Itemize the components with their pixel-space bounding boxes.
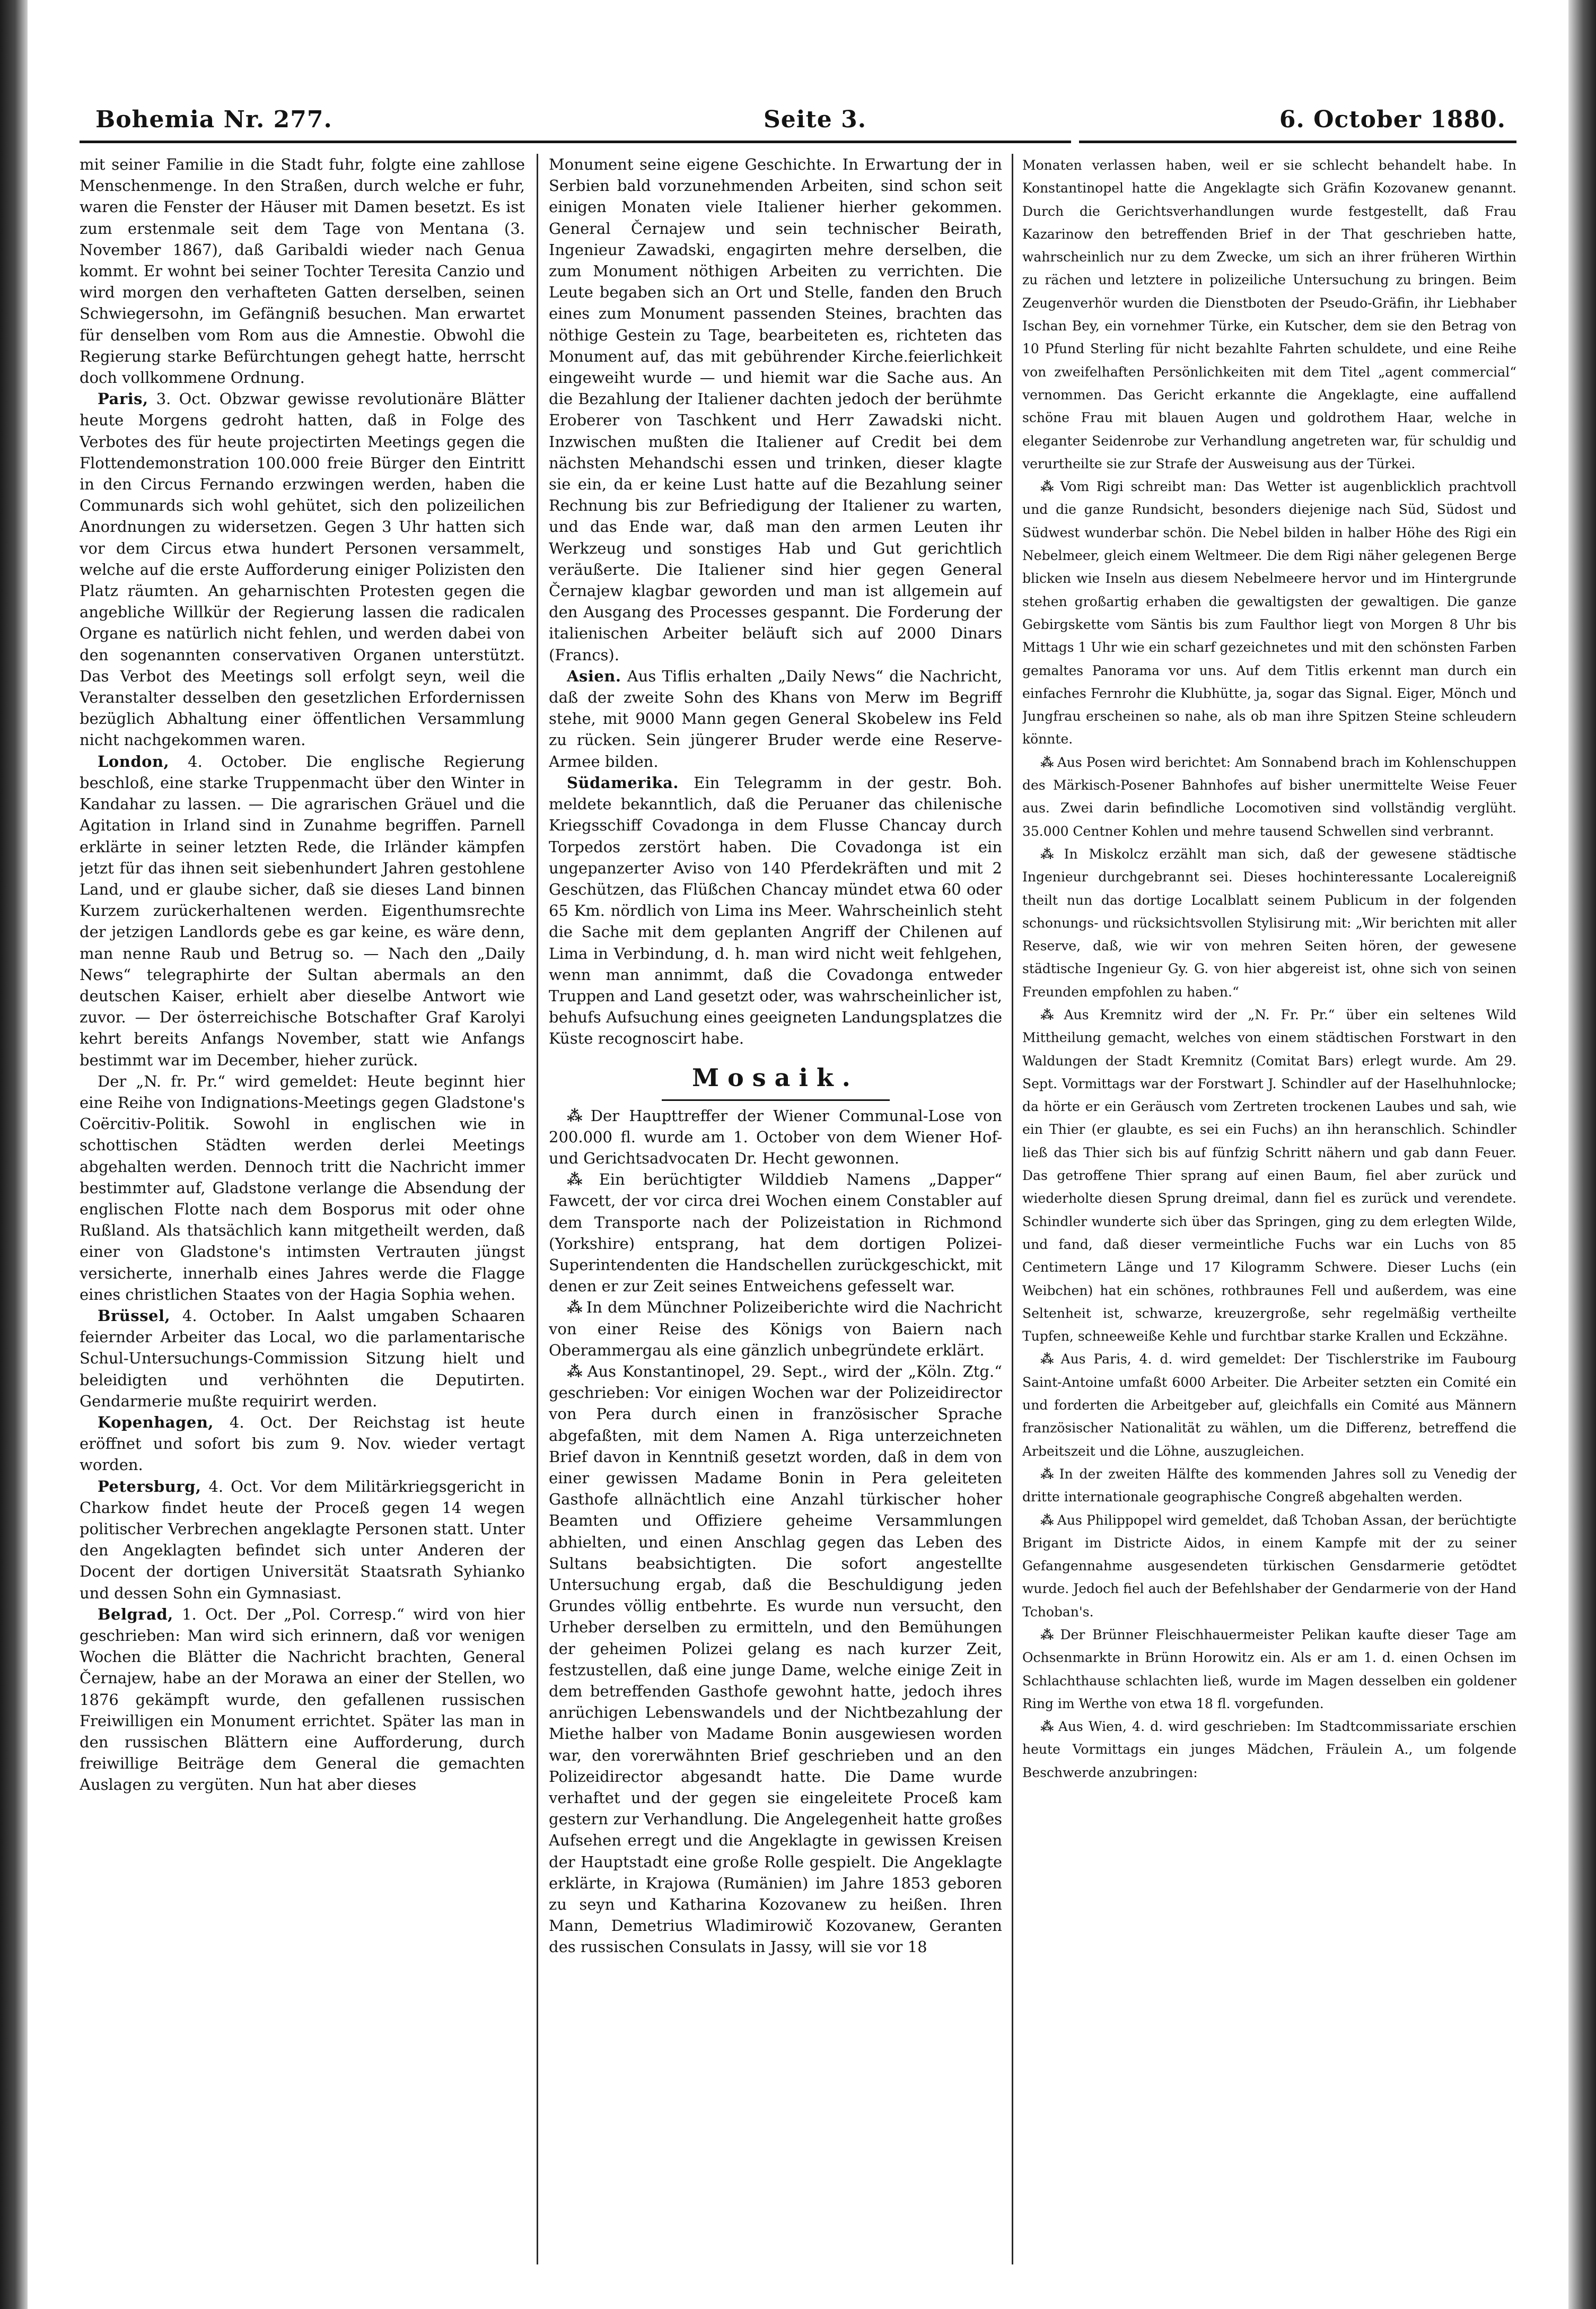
asterism-icon: ⁂	[1040, 479, 1057, 495]
scan-edge-right	[1568, 0, 1596, 2309]
article-dateline: London,	[98, 752, 170, 771]
col1-article	[80, 1476, 525, 1604]
note-body: Ein berüchtigter Wilddieb Namens „Dapper“ Fawcett, der vor circa drei Wochen einem Constabler auf dem Transporte nach der Polizeistation in Richmond (Yorkshire) entsprang, hat dem dortigen Polizei-Superintendenten die Handschellen zurückgeschickt, mit denen er zur Zeit seines Entweichens gefesselt war.	[549, 1170, 1002, 1296]
column-2-news	[549, 154, 1002, 1049]
note-body: Aus Wien, 4. d. wird geschrieben: Im Stadtcommissariate erschien heute Vormittags ein junges Mädchen, Fräulein A., um folgende Beschwerde anzubringen:	[1022, 1719, 1516, 1780]
column-divider-2	[1012, 154, 1013, 2264]
column-2	[549, 154, 1002, 2280]
article-body: Der „N. fr. Pr.“ wird gemeldet: Heute beginnt hier eine Reihe von Indignations-Meetings gegen Gladstone's Coërcitiv-Politik. Sowohl in englischen wie in schottischen Städten werden derlei Meetings abgehalten werden. Dennoch tritt die Nachricht immer bestimmter auf, Gladstone verlange die Absendung der englischen Flotte nach dem Bosporus mit oder ohne Rußland. Als thatsächlich kann mitgetheilt werden, daß einer von Gladstone's intimsten Vertrauten jüngst versicherte, innerhalb eines Jahres werde die Flagge eines christlichen Staates von der Hagia Sophia wehen.	[80, 1072, 525, 1304]
note-body: Der Brünner Fleischhauermeister Pelikan kaufte dieser Tage am Ochsenmarkte in Brünn Horowitz ein. Als er am 1. d. einen Ochsen im Schlachthause schlachten ließ, wurde im Magen desselben ein goldener Ring im Werthe von etwa 18 fl. vorgefunden.	[1022, 1627, 1516, 1711]
mosaik-note	[549, 1105, 1002, 1169]
article-dateline: Belgrad,	[98, 1605, 173, 1623]
article-body: Aus Tiflis erhalten „Daily News“ die Nachricht, daß der zweite Sohn des Khans von Merw im Begriff stehe, mit 9000 Mann gegen General Skobelew ins Feld zu rücken. Sein jüngerer Bruder werde eine Reserve-Armee bilden.	[549, 667, 1002, 771]
mosaik-note	[1022, 1623, 1516, 1715]
masthead-date: 6. October 1880.	[1279, 106, 1506, 133]
mosaik-heading-rule	[662, 1099, 890, 1101]
mosaik-note	[1022, 1463, 1516, 1509]
asterism-icon: ⁂	[567, 1362, 584, 1380]
col1-article	[80, 1604, 525, 1796]
header-rule-center	[626, 141, 1071, 143]
article-dateline: Südamerika.	[567, 773, 679, 792]
masthead-page-number: Seite 3.	[764, 106, 867, 133]
article-dateline: Kopenhagen,	[98, 1413, 214, 1431]
note-body: Aus Konstantinopel, 29. Sept., wird der „Köln. Ztg.“ geschrieben: Vor einigen Wochen war der Polizeidirector von Pera durch einen in französischer Sprache abgefaßten, mit dem Namen A. Riga unterzeichneten Brief davon in Kenntniß gesetzt worden, daß in dem von einer gewissen Madame Bonin in Pera geleiteten Gasthofe allnächtlich eine Anzahl türkischer hoher Beamten und Offiziere geheime Versammlungen abhielten, und einen Anschlag gegen das Leben des Sultans beabsichtigten. Die sofort angestellte Untersuchung ergab, daß die Beschuldigung jeden Grundes völlig entbehrte. Es wurde nun versucht, den Urheber derselben zu ermitteln, und den Bemühungen der geheimen Polizei gelang es nach kurzer Zeit, festzustellen, daß eine junge Dame, welche einige Zeit in dem betreffenden Gasthofe gewohnt hatte, jedoch ihres anrüchigen Lebenswandels und der Nichtbezahlung der Miethe halber von Madame Bonin ausgewiesen worden war, den vorerwähnten Brief geschrieben und an den Polizeidirector abgesandt hatte. Die Dame wurde verhaftet und der gegen sie eingeleitete Proceß kam gestern zur Verhandlung. Die Angelegenheit hatte großes Aufsehen erregt und die Angeklagte in gewissen Kreisen der Hauptstadt eine große Rolle gespielt. Die Angeklagte erklärte, in Krajowa (Rumänien) im Jahre 1853 geboren zu seyn und Katharina Kozovanew zu heißen. Ihren Mann, Demetrius Wladimirowič Kozovanew, Geranten des russischen Consulats in Jassy, will sie vor 18	[549, 1362, 1002, 1956]
scan-edge-left	[0, 0, 28, 2309]
col2-article	[549, 772, 1002, 1049]
mosaik-note	[1022, 1003, 1516, 1348]
article-body: 4. October. Die englische Regierung beschloß, eine starke Truppenmacht über den Winter in Kandahar zu lassen. — Die agrarischen Gräuel und die Agitation in Irland sind in Zunahme begriffen. Parnell erklärte in seiner letzten Rede, die Irländer kämpfen jetzt für das ihnen seit siebenhundert Jahren gestohlene Land, und er glaube sicher, daß sie dieses Land binnen Kurzem zurückerhaltenen werden. Eigenthumsrechte der jetzigen Landlords gebe es gar keine, es wäre denn, man nenne Raub und Betrug so. — Nach den „Daily News“ telegraphirte der Sultan abermals an den deutschen Kaiser, erhielt aber dieselbe Antwort wie zuvor. — Der österreichische Botschafter Graf Karolyi kehrt bereits Anfangs November, statt wie Anfangs bestimmt war im December, hieher zurück.	[80, 752, 525, 1069]
col2-article	[549, 666, 1002, 772]
mosaik-note	[1022, 1715, 1516, 1784]
mosaik-heading: Mosaik.	[692, 1063, 859, 1092]
article-body: Monument seine eigene Geschichte. In Erwartung der in Serbien bald vorzunehmenden Arbeiten, sind schon seit einigen Monaten viele Italiener hierher gekommen. General Černajew und sein technischer Beirath, Ingenieur Zawadski, engagirten mehre derselben, die zum Monument nöthigen Arbeiten zu verrichten. Die Leute begaben sich an Ort und Stelle, fanden den Bruch eines zum Monument passenden Steines, brachten das nöthige Gestein zu Tage, bearbeiteten es, richteten das Monument auf, das mit gebührender Kirche.feierlichkeit eingeweiht wurde — und hiemit war die Sache aus. An die Bezahlung der Italiener dachten jedoch der berühmte Eroberer von Taschkent und Herr Zawadski nicht. Inzwischen mußten die Italiener auf Credit bei dem nächsten Mehandschi essen und trinken, dieser klagte sie ein, da er keine Lust hatte auf die Bezahlung seiner Rechnung bis zur Befriedigung der Italiener zu warten, und das Ende war, daß man den armen Leuten ihr Werkzeug und sonstiges Hab und Gut gerichtlich veräußerte. Die Italiener sind hier gegen General Černajew klagbar geworden und man ist allgemein auf den Ausgang des Processes gespannt. Die Forderung der italienischen Arbeiter beläuft sich auf 2000 Dinars (Francs).	[549, 155, 1002, 664]
article-body: 4. October. In Aalst umgaben Schaaren feiernder Arbeiter das Local, wo die parlamentarische Schul-Untersuchungs-Commission Sitzung hielt und beleidigten und verhöhnten die Deputirten. Gendarmerie mußte requirirt werden.	[80, 1306, 525, 1410]
asterism-icon: ⁂	[1040, 846, 1061, 862]
header-rule-right	[1079, 141, 1516, 143]
article-dateline: Asien.	[567, 667, 621, 685]
note-body: Aus Philippopel wird gemeldet, daß Tchoban Assan, der berüchtigte Brigant im Districte Aidos, in einem Kampfe mit der zu seiner Gefangennahme ausgesendeten türkischen Gensdarmerie getödtet wurde. Jedoch fiel auch der Befehlshaber der Gendarmerie von der Hand Tchoban's.	[1022, 1512, 1516, 1620]
column-1	[80, 154, 525, 2280]
asterism-icon: ⁂	[567, 1170, 596, 1189]
note-body: In der zweiten Hälfte des kommenden Jahres soll zu Venedig der dritte internationale geographische Congreß abgehalten werden.	[1022, 1466, 1516, 1505]
mosaik-note	[549, 1169, 1002, 1297]
note-body: Aus Posen wird berichtet: Am Sonnabend brach im Kohlenschuppen des Märkisch-Posener Bahnhofes auf bisher unermittelte Weise Feuer aus. Zwei darin befindliche Locomotiven sind vollständig verglüht. 35.000 Centner Kohlen und mehre tausend Schwellen sind verbrannt.	[1022, 754, 1516, 839]
article-dateline: Brüssel,	[98, 1306, 171, 1325]
col1-article	[80, 154, 525, 388]
mosaik-note	[1022, 843, 1516, 1003]
asterism-icon: ⁂	[567, 1298, 583, 1317]
article-body: mit seiner Familie in die Stadt fuhr, folgte eine zahllose Menschenmenge. In den Straßen, durch welche er fuhr, waren die Fenster der Häuser mit Damen besetzt. Es ist zum erstenmale seit dem Tage von Mentana (3. November 1867), daß Garibaldi wieder nach Genua kommt. Er wohnt bei seiner Tochter Teresita Canzio und wird morgen den verhafteten Gatten derselben, seinen Schwiegersohn, im Gefängniß besuchen. Man erwartet für denselben vom Rom aus die Amnestie. Obwohl die Regierung starke Befürchtungen gehegt hatte, herrscht doch vollkommene Ordnung.	[80, 155, 525, 387]
mosaik-note	[549, 1361, 1002, 1958]
article-body: 3. Oct. Obzwar gewisse revolutionäre Blätter heute Morgens gedroht hatten, daß in Folge des Verbotes des für heute projectirten Meetings gegen die Flottendemonstration 100.000 freie Bürger den Eintritt in den Circus Fernando erzwingen werden, haben die Communards sich wohl gehütet, sich den polizeilichen Anordnungen zu widersetzen. Gegen 3 Uhr hatten sich vor dem Circus etwa hundert Personen versammelt, welche auf die erste Aufforderung einiger Polizisten den Platz räumten. An geharnischten Protesten gegen die angebliche Willkür der Regierung lassen die radicalen Organe es natürlich nicht fehlen, und werden dabei von den sogenannten conservativen Organen unterstützt. Das Verbot des Meetings soll erfolgt seyn, weil die Veranstalter desselben den gesetzlichen Erfordernissen bezüglich Abhaltung einer öffentlichen Versammlung nicht nachgekommen waren.	[80, 390, 525, 749]
asterism-icon: ⁂	[1040, 1627, 1057, 1642]
header-rule-left	[80, 141, 626, 143]
asterism-icon: ⁂	[1040, 1512, 1054, 1528]
article-body: 4. Oct. Der Reichstag ist heute eröffnet und sofort bis zum 9. Nov. wieder vertagt worden.	[80, 1413, 525, 1474]
col1-article	[80, 1071, 525, 1305]
article-body: Ein Telegramm in der gestr. Boh. meldete bekanntlich, daß die Peruaner das chilenische Kriegsschiff Covadonga in dem Flusse Chancay durch Torpedos zerstört haben. Die Covadonga ist ein ungepanzerter Aviso von 140 Pferdekräften und mit 2 Geschützen, das Flüßchen Chancay mündet etwa 60 oder 65 Km. nördlich von Lima ins Meer. Wahrscheinlich steht die Sache mit dem geplanten Angriff der Chilenen auf Lima in Verbindung, d. h. man wird nicht weit fehlgehen, wenn man annimmt, daß die Covadonga entweder Truppen and Land gesetzt oder, was wahrscheinlicher ist, behufs Aufsuchung eines geeigneten Landungsplatzes die Küste recognoscirt habe.	[549, 773, 1002, 1048]
col1-article	[80, 388, 525, 750]
column-3	[1022, 154, 1516, 2280]
article-dateline: Paris,	[98, 390, 148, 408]
article-body: 4. Oct. Vor dem Militärkriegsgericht in Charkow findet heute der Proceß gegen 14 wegen politischer Verbrechen angeklagte Personen statt. Unter den Angeklagten befindet sich unter Anderen der Docent der dortigen Universität Staatsrath Syhianko und dessen Sohn ein Gymnasiast.	[80, 1477, 525, 1602]
asterism-icon: ⁂	[1040, 754, 1054, 770]
col1-article	[80, 1305, 525, 1412]
asterism-icon: ⁂	[567, 1106, 587, 1125]
note-body: Monaten verlassen haben, weil er sie schlecht behandelt habe. In Konstantinopel hatte die Angeklagte sich Gräfin Kozovanew genannt. Durch die Gerichtsverhandlungen wurde festgestellt, daß Frau Kazarinow den betreffenden Brief in der That geschrieben hatte, wahrscheinlich nur zu dem Zwecke, um sich an ihrer früheren Wirthin zu rächen und letztere in polizeiliche Untersuchung zu bringen. Beim Zeugenverhör wurden die Dienstboten der Pseudo-Gräfin, ihr Liebhaber Ischan Bey, ein vornehmer Türke, ein Kutscher, dem sie den Betrag von 10 Pfund Sterling für nicht bezahlte Fahrten schuldete, und eine Reihe von zweifelhaften Persönlichkeiten mit dem Titel „agent commercial“ vernommen. Das Gericht erkannte die Angeklagte, eine auffallend schöne Frau mit blauen Augen und goldrothem Haar, welche in eleganter Seidenrobe zur Verhandlung angetreten war, für schuldig und verurtheilte sie zur Strafe der Ausweisung aus der Türkei.	[1022, 158, 1516, 471]
masthead	[80, 106, 1516, 143]
mosaik-note	[1022, 154, 1516, 475]
note-body: Aus Paris, 4. d. wird gemeldet: Der Tischlerstrike im Faubourg Saint-Antoine umfaßt 6000 Arbeiter. Die Arbeiter setzten ein Comité ein und forderten die Arbeitgeber auf, gleichfalls ein Comité aus Männern französischer Nationalität zu wählen, um die Differenz, betreffend die Arbeitszeit und die Löhne, auszugleichen.	[1022, 1351, 1516, 1459]
mosaik-note	[1022, 1348, 1516, 1462]
mosaik-note	[1022, 751, 1516, 843]
asterism-icon: ⁂	[1040, 1466, 1056, 1482]
note-body: In dem Münchner Polizeiberichte wird die Nachricht von einer Reise des Königs von Baiern nach Oberammergau als eine gänzlich unbegründete erklärt.	[549, 1298, 1002, 1359]
col1-article	[80, 751, 525, 1071]
article-body: 1. Oct. Der „Pol. Corresp.“ wird von hier geschrieben: Man wird sich erinnern, daß vor wenigen Wochen die Blätter die Nachricht brachten, General Černajew, habe an der Morawa an einer der Stellen, wo 1876 gekämpft wurde, den gefallenen russischen Freiwilligen ein Monument errichtet. Später las man in den russischen Blättern eine Aufforderung, durch freiwillige Beiträge dem General die gemachten Auslagen zu vergüten. Nun hat aber dieses	[80, 1605, 525, 1794]
col1-article	[80, 1412, 525, 1476]
asterism-icon: ⁂	[1040, 1719, 1055, 1735]
col2-article	[549, 154, 1002, 666]
newspaper-page	[80, 95, 1516, 2286]
asterism-icon: ⁂	[1040, 1351, 1058, 1367]
mosaik-note	[549, 1297, 1002, 1361]
column-divider-1	[537, 154, 538, 2264]
masthead-title: Bohemia Nr. 277.	[95, 106, 332, 133]
mosaik-note	[1022, 1509, 1516, 1623]
article-dateline: Petersburg,	[98, 1477, 201, 1495]
mosaik-items	[549, 1105, 1002, 1958]
note-body: In Miskolcz erzählt man sich, daß der gewesene städtische Ingenieur durchgebrannt sei. Dieses hochinteressante Localereigniß theilt nun das dortige Localblatt seinem Publicum in der folgenden schonungs- und rücksichtsvollen Stylisirung mit: „Wir berichten mit aller Reserve, daß, wie wir von mehren Seiten hören, der gewesene städtische Ingenieur Gy. G. von hier abgereist ist, ohne sich von seinen Freunden empfohlen zu haben.“	[1022, 846, 1516, 1000]
asterism-icon: ⁂	[1040, 1007, 1061, 1022]
note-body: Aus Kremnitz wird der „N. Fr. Pr.“ über ein seltenes Wild Mittheilung gemacht, welches von einem städtischen Forstwart in den Waldungen der Stadt Kremnitz (Comitat Bars) erlegt wurde. Am 29. Sept. Vormittags war der Forstwart J. Schindler auf der Haselhuhnlocke; da hörte er ein Geräusch vom Zertreten trockenen Laubes und sah, wie ein Thier (er glaubte, es sei ein Fuchs) an ihn heranschlich. Schindler ließ das Thier sich bis auf fünfzig Schritt nähern und gab dann Feuer. Das getroffene Thier sprang auf einen Baum, fiel aber zurück und wiederholte diesen Sprung dreimal, dann fiel es zurück und verendete. Schindler wunderte sich über das Springen, ging zu dem erlegten Wilde, und fand, daß dieser vermeintliche Fuchs war ein Luchs von 85 Centimetern Länge und 17 Kilogramm Schwere. Dieser Luchs (ein Weibchen) hat ein schönes, rothbraunes Fell und außerdem, was eine Seltenheit ist, schwarze, kreuzergroße, sehr regelmäßig vertheilte Tupfen, schneeweiße Kehle und furchtbar starke Krallen und Eckzähne.	[1022, 1007, 1516, 1344]
mosaik-note	[1022, 475, 1516, 751]
note-body: Vom Rigi schreibt man: Das Wetter ist augenblicklich prachtvoll und die ganze Rundsicht, besonders diejenige nach Süd, Südost und Südwest wunderbar schön. Die Nebel bilden in halber Höhe des Rigi ein Nebelmeer, gleich einem Weltmeer. Die dem Rigi näher gelegenen Berge blicken wie Inseln aus diesem Nebelmeere hervor und im Hintergrunde stehen großartig erhaben die gewaltigsten der gewaltigen. Die ganze Gebirgskette vom Säntis bis zum Faulthor liegt von Morgen 8 Uhr bis Mittags 1 Uhr wie ein scharf gezeichnetes und mit den schönsten Farben gemaltes Panorama vor uns. Auf dem Titlis erkennt man durch ein einfaches Fernrohr die Klubhütte, ja, sogar das Signal. Eiger, Mönch und Jungfrau erscheinen so nahe, als ob man ihre Spitzen Steine schleudern könnte.	[1022, 479, 1516, 747]
note-body: Der Haupttreffer der Wiener Communal-Lose von 200.000 fl. wurde am 1. October von dem Wiener Hof- und Gerichtsadvocaten Dr. Hecht gewonnen.	[549, 1106, 1002, 1167]
